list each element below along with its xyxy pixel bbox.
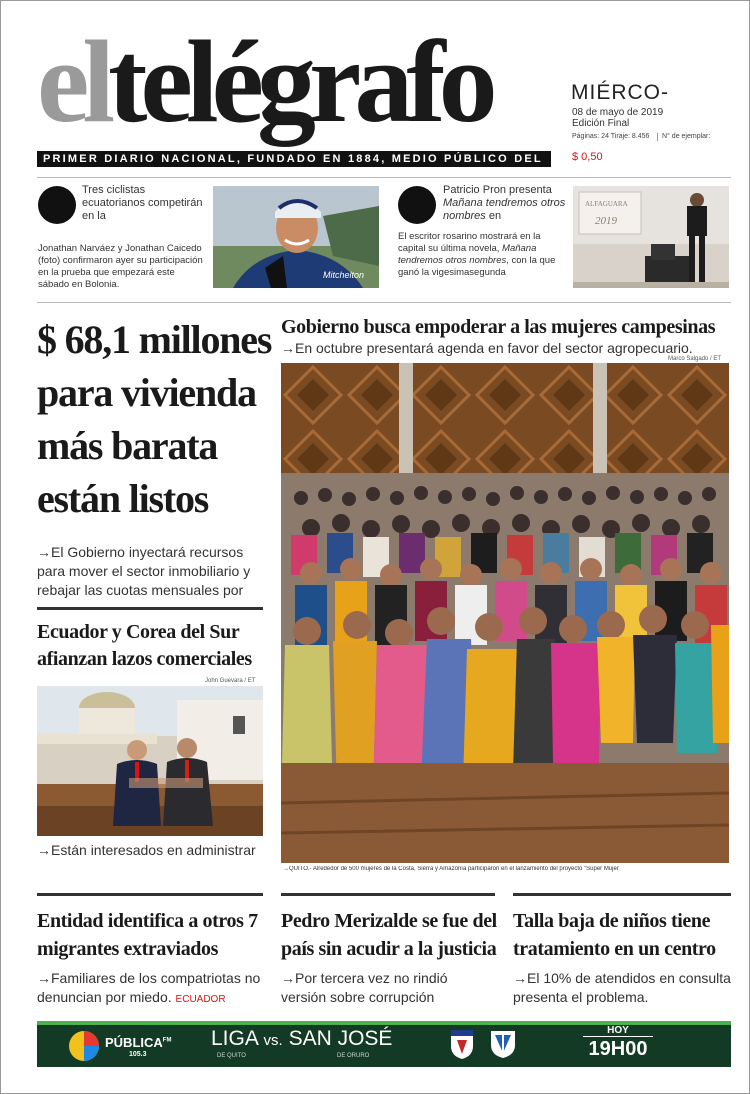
korea-photo[interactable] (37, 686, 263, 836)
bottom-3-headline[interactable]: Talla baja de niños tiene tratamiento en un centro (513, 910, 716, 960)
logo-el: el (37, 16, 109, 147)
bullet-dot (38, 186, 76, 224)
station-frequency: 105.3 (129, 1051, 147, 1058)
broadcast-time: 19H00 (588, 1038, 648, 1060)
team-1: LIGA (211, 1027, 258, 1050)
publica-fm-logo-icon (67, 1029, 101, 1063)
team-2-city: DE ORURO (337, 1053, 370, 1059)
copy-number: N° de ejemplar: (657, 133, 717, 141)
lead-deck: →El Gobierno inyectará recursos para mover el sector inmobiliario y rebajar las cuotas mensuales por (37, 544, 251, 598)
cyclist-illustration (213, 186, 379, 288)
book-year: 2019 (595, 215, 617, 227)
feature-caption: →QUITO.- Alrededor de 500 mujeres de la Costa, Sierra y Amazonía participaron en el lanzamiento del proyecto "Súper Mujer (283, 866, 619, 872)
teaser-pron-body-3: , con la que ganó la vigesimasegunda (398, 255, 556, 278)
match-vs: vs. (263, 1032, 283, 1049)
pages-print: Páginas: 24 Tiraje: 8.456 (572, 133, 650, 140)
section-rule (37, 607, 263, 610)
feature-credit: Marco Salgado / ET (668, 356, 722, 362)
teaser-cycling-body: Jonathan Narváez y Jonathan Caicedo (foto) confirmaron ayer su participación en la prueba que empezará este sábado en Bolonia. (38, 243, 203, 290)
section-rule (513, 893, 731, 896)
bottom-2-deck: →Por tercera vez no rindió versión sobre corrupción (281, 970, 448, 1005)
author-photo[interactable] (573, 186, 729, 288)
bottom-3-deck: →El 10% de atendidos en consulta presenta el problema. (513, 970, 731, 1005)
teaser-divider (37, 302, 731, 303)
teaser-pron-head-1: Patricio Pron presenta (443, 184, 552, 196)
book-label: ALFAGUARA (585, 200, 628, 208)
team-2: SAN JOSÉ (288, 1027, 393, 1050)
match-title (211, 1027, 392, 1051)
logo[interactable] (37, 16, 491, 147)
feature-deck: →En octubre presentará agenda en favor del sector agropecuario. (281, 340, 693, 356)
author-illustration (573, 186, 729, 288)
team-1-city: DE QUITO (217, 1053, 246, 1059)
broadcast-day: HOY (583, 1025, 653, 1037)
liga-shield-icon (449, 1028, 475, 1060)
station-name-text: PÚBLICA (105, 1035, 163, 1050)
edition-date (572, 107, 663, 129)
bottom-1-headline[interactable]: Entidad identifica a otros 7 migrantes extraviados (37, 910, 258, 960)
teaser-pron-body-2: Mañana tendremos otros nombres (398, 243, 537, 266)
lead-headline[interactable]: $ 68,1 millones para vivienda más barata están listos (37, 317, 272, 521)
teaser-pron-head-3: en (488, 210, 502, 222)
date-text: 08 de mayo de 2019 (572, 107, 664, 118)
korea-credit: John Guevara / ET (205, 678, 256, 684)
weekday: MIÉRCO- (571, 81, 669, 104)
masthead-divider (37, 177, 731, 178)
section-rule (281, 893, 495, 896)
teaser-pron-head[interactable] (443, 184, 567, 223)
korea-illustration (37, 686, 263, 836)
station-fm: FM (162, 1037, 172, 1044)
bullet-dot (398, 186, 436, 224)
feature-photo[interactable] (281, 363, 729, 863)
korea-headline[interactable]: Ecuador y Corea del Sur afianzan lazos comerciales (37, 621, 252, 670)
korea-deck: →Están interesados en administrar (37, 842, 256, 858)
tagline: PRIMER DIARIO NACIONAL, FUNDADO EN 1884, MEDIO PÚBLICO DEL (37, 151, 551, 167)
bottom-2-headline[interactable]: Pedro Merizalde se fue del país sin acudir a la justicia (281, 910, 497, 960)
price: $ 0,50 (572, 151, 603, 163)
teaser-pron-body-1: El escritor rosarino mostrará en la capital su última novela, (398, 231, 541, 254)
edition-text: Edición Final (572, 118, 630, 129)
teaser-cycling-head[interactable]: Tres ciclistas ecuatorianos competirán en la (82, 184, 203, 222)
san-jose-shield-icon (489, 1029, 517, 1059)
logo-telegrafo: telégrafo (108, 16, 491, 147)
section-rule (37, 893, 263, 896)
bottom-1-deck-text: →Familiares de los compatriotas no denuncian por miedo. (37, 970, 261, 1005)
radio-banner[interactable] (37, 1021, 731, 1067)
teaser-pron-body (398, 231, 570, 279)
station-name (105, 1035, 171, 1050)
bottom-1-deck (37, 969, 269, 1009)
bottom-1-section-tag[interactable]: ECUADOR (175, 994, 226, 1005)
cyclist-photo[interactable] (213, 186, 379, 288)
svg-text:Mitchelton: Mitchelton (323, 270, 365, 280)
teaser-pron-book-title: Mañana tendremos otros nombres (443, 197, 566, 222)
feature-headline[interactable]: Gobierno busca empoderar a las mujeres campesinas (281, 316, 716, 338)
feature-illustration (281, 363, 729, 863)
